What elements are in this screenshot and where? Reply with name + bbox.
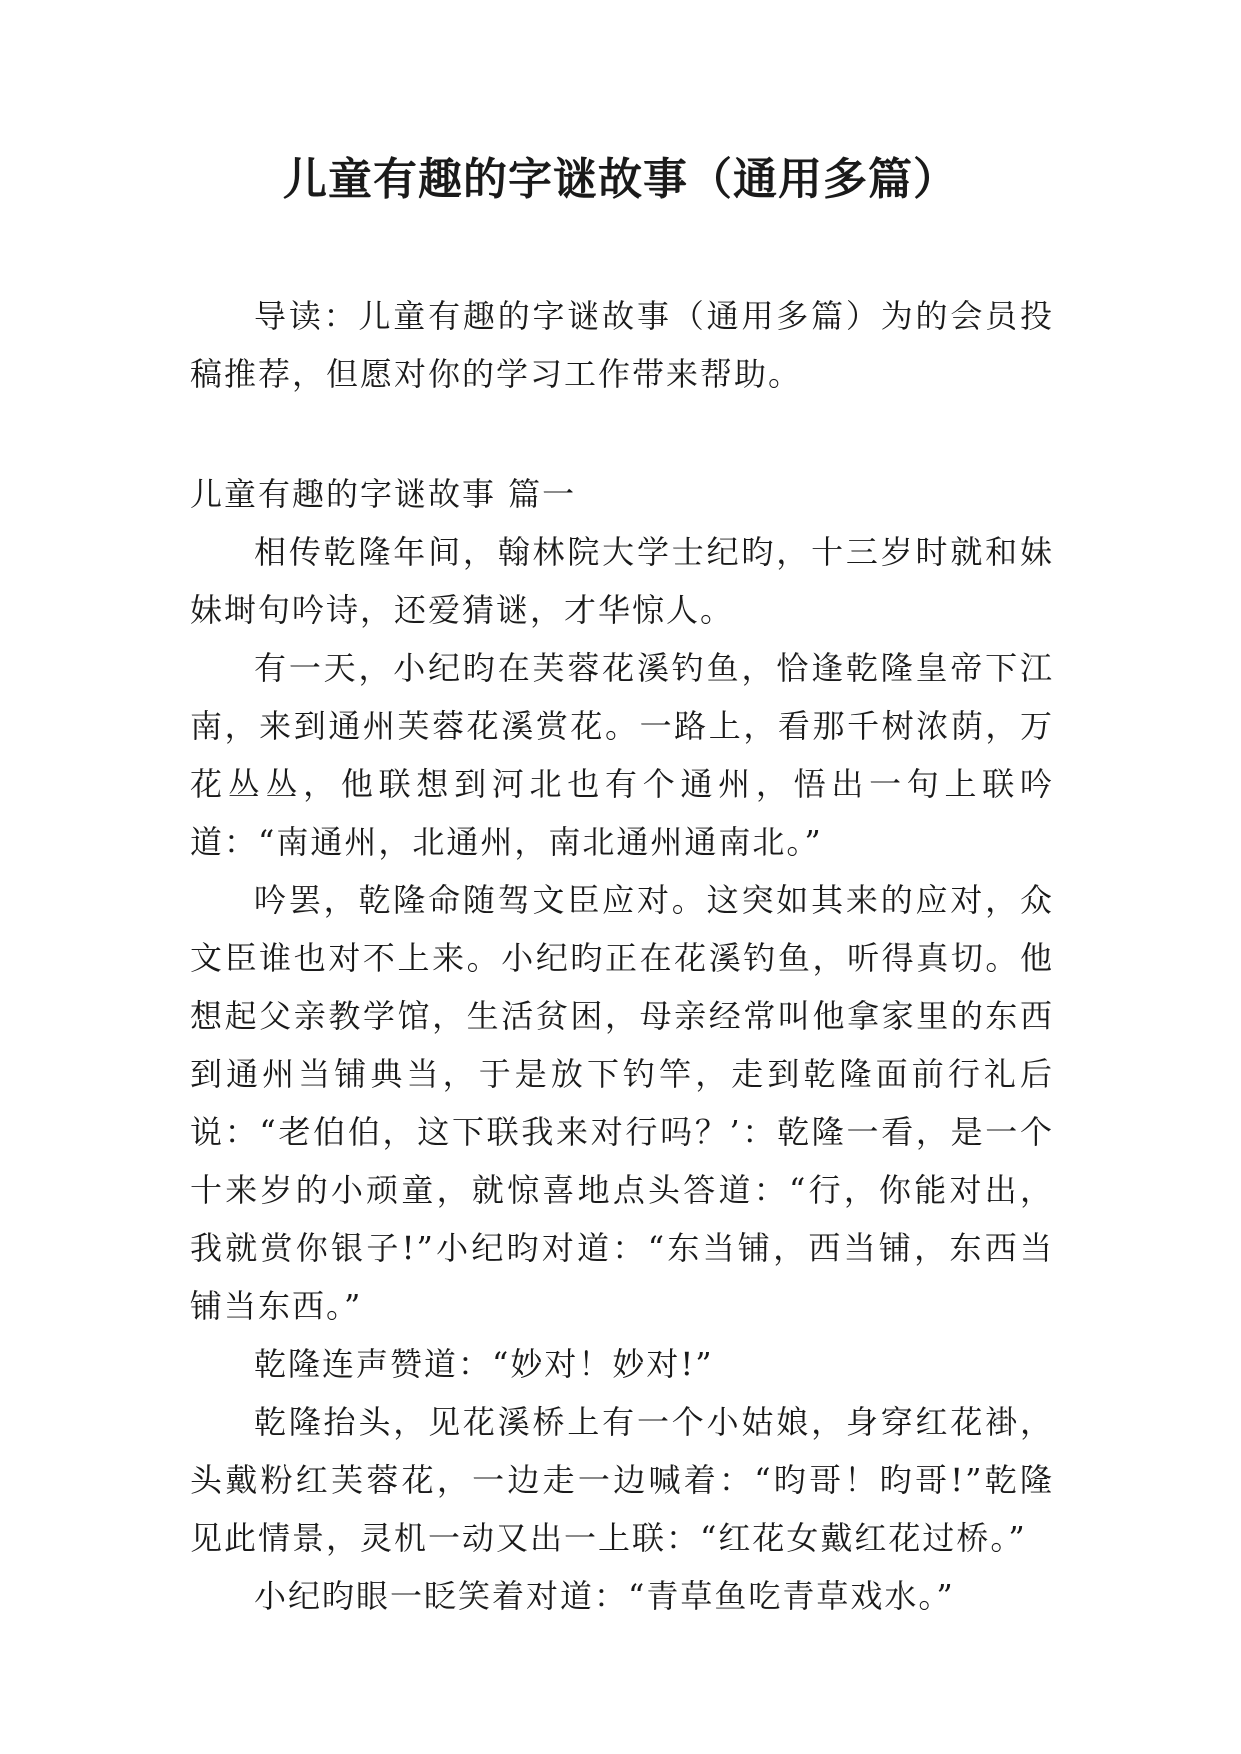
- intro-paragraph: 导读：儿童有趣的字谜故事（通用多篇）为的会员投稿推荐，但愿对你的学习工作带来帮助。: [190, 297, 1054, 393]
- paragraph-6: 小纪昀眼一眨笑着对道：“青草鱼吃青草戏水。”: [254, 1577, 955, 1615]
- section-heading: 儿童有趣的字谜故事 篇一: [190, 475, 577, 513]
- paragraph-2: 有一天，小纪昀在芙蓉花溪钓鱼，恰逢乾隆皇帝下江南，来到通州芙蓉花溪赏花。一路上，看那千树浓荫，万花丛丛，他联想到河北也有个通州，悟出一句上联吟道：“南通州，北通州，南北通州通南北。”: [190, 649, 1054, 861]
- paragraph-4: 乾隆连声赞道：“妙对！妙对!”: [254, 1345, 714, 1383]
- paragraph-3: 吟罢，乾隆命随驾文臣应对。这突如其来的应对，众文臣谁也对不上来。小纪昀正在花溪钓鱼，听得真切。他想起父亲教学馆，生活贫困，母亲经常叫他拿家里的东西到通州当铺典当，于是放下钓竿，走到乾隆面前行礼后说：“老伯伯，这下联我来对行吗？’：乾隆一看，是一个十来岁的小顽童，就惊喜地点头答道：“行，你能对出，我就赏你银子!”小纪昀对道：“东当铺，西当铺，东西当铺当东西。”: [190, 881, 1054, 1325]
- paragraph-5: 乾隆抬头，见花溪桥上有一个小姑娘，身穿红花褂，头戴粉红芙蓉花，一边走一边喊着：“昀哥！昀哥!”乾隆见此情景，灵机一动又出一上联：“红花女戴红花过桥。”: [190, 1403, 1054, 1557]
- document-body: [190, 287, 1054, 1625]
- document-title: 儿童有趣的字谜故事（通用多篇）: [283, 154, 958, 205]
- paragraph-1: 相传乾隆年间，翰林院大学士纪昀，十三岁时就和妹妹埘句吟诗，还爱猜谜，才华惊人。: [190, 533, 1054, 629]
